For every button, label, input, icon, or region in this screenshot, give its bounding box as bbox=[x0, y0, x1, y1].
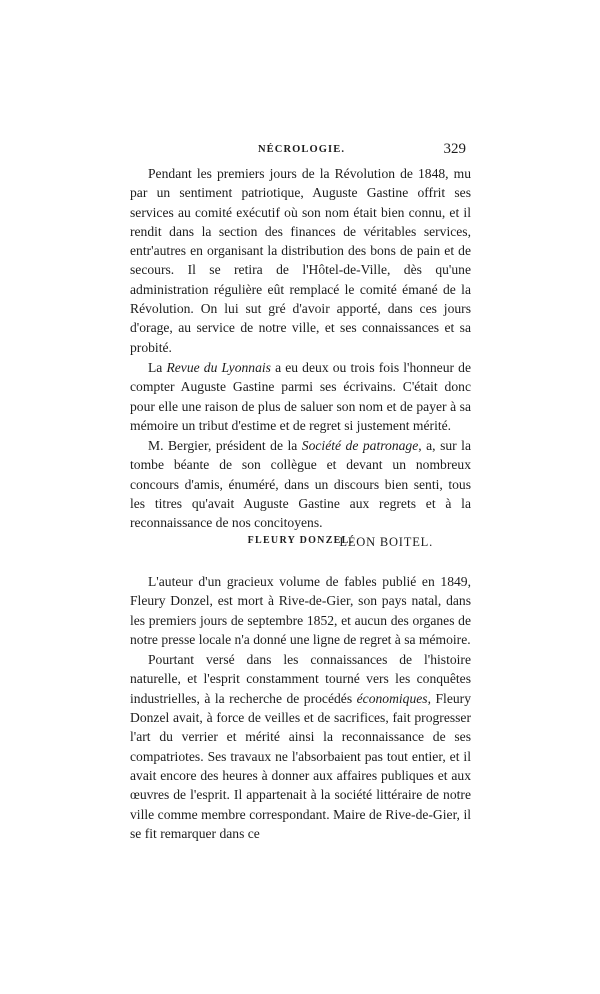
society-name: Société de patronage bbox=[301, 438, 419, 454]
paragraph-revue-rest: a eu deux ou trois fois l'honneur de compter Auguste Gastine parmi ses écrivains. C'était donc pour elle une raison de plus de saluer son nom et de payer à sa mémoire un tribut d'estime et de regret si justement mérité. bbox=[130, 359, 471, 433]
paragraph-revolution: Pendant les premiers jours de la Révolution de 1848, mu par un sentiment patriotique, Auguste Gastine offrit ses services au comité exécutif où son nom était bien connu, et il rendit dans la section des finances de véritables services, entr'autres en organisant la distribution des bons de pain et de secours. Il se retira de l'Hôtel-de-Ville, dès qu'une administration régulière eût remplacé le comité émané de la Révolution. On lui sut gré d'avoir apporté, dans ces jours d'orage, au service de notre ville, et ses connaissances et sa probité. bbox=[130, 166, 471, 355]
running-header bbox=[130, 141, 470, 161]
obituary-donzel bbox=[130, 572, 471, 843]
paragraph-fables: L'auteur d'un gracieux volume de fables publié en 1849, Fleury Donzel, est mort à Rive-de-Gier, son pays natal, dans les premiers jours de septembre 1852, et aucun des organes de notre presse locale n'a donné une ligne de regret à sa mémoire. bbox=[130, 574, 471, 647]
paragraph-revue bbox=[130, 358, 471, 435]
paragraph-career-rest: , Fleury Donzel avait, à force de veilles et de sacrifices, fait progresser l'art du verrier et mérité ainsi la reconnaissance de ses compatriotes. Ses travaux ne l'absorbaient pas tout entier, et il avait encore des heures à donner aux affaires publiques et aux œuvres de l'esprit. Il appartenait à la société littéraire de notre ville comme membre correspondant. Maire de Rive-de-Gier, il se fit remarquer dans ce bbox=[130, 690, 471, 841]
running-title: NÉCROLOGIE. bbox=[258, 144, 346, 155]
author-signature: LÉON BOITEL. bbox=[339, 534, 433, 549]
emphasis-economiques: économiques bbox=[356, 690, 428, 706]
paragraph-career bbox=[130, 650, 471, 843]
paragraph-career-start: Pourtant versé dans les connaissances de l'histoire naturelle, et l'esprit constamment tourné vers les conquêtes industrielles, à la recherche de procédés bbox=[130, 652, 471, 706]
paragraph-revue-start: La bbox=[148, 359, 167, 375]
paragraph-bergier-start: M. Bergier, président de la bbox=[148, 438, 302, 454]
paragraph-bergier bbox=[130, 436, 471, 532]
page-number: 329 bbox=[443, 141, 466, 157]
section-title: FLEURY DONZEL. bbox=[247, 535, 354, 546]
obituary-gastine bbox=[130, 164, 471, 552]
paragraph-bergier-rest: , a, sur la tombe béante de son collègue et devant un nombreux concours d'amis, énuméré, dans un discours bien senti, tous les titres qu'avait Auguste Gastine aux regrets et à la reconnaissance de nos concitoyens. bbox=[130, 438, 471, 531]
journal-title: Revue du Lyonnais bbox=[166, 359, 271, 375]
